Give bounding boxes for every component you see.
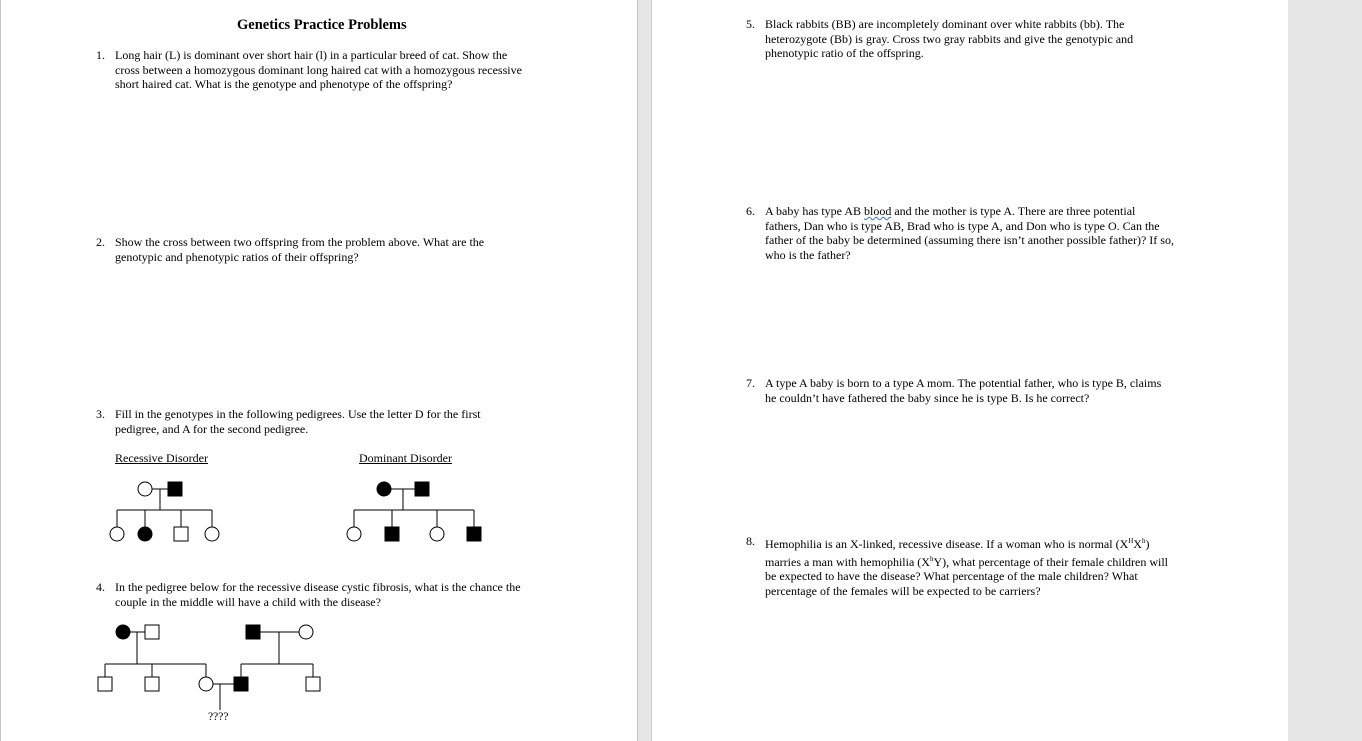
question-text-line: percentage of the females will be expected to be carriers?	[765, 583, 1041, 598]
question-text-line	[765, 552, 1168, 570]
text-run: and the mother is type A. There are three potential	[891, 204, 1136, 218]
text-run: A baby has type AB	[765, 204, 864, 218]
spellcheck-flagged-word[interactable]: blood	[864, 204, 892, 218]
page-title: Genetics Practice Problems	[237, 17, 407, 33]
grandparent-male-unaffected	[145, 625, 159, 639]
question-number: 5.	[746, 17, 755, 31]
question-text-line: Black rabbits (BB) are incompletely dominant over white rabbits (bb). The	[765, 17, 1125, 31]
question-text-line: pedigree, and A for the second pedigree.	[115, 421, 309, 436]
question-text-line: phenotypic ratio of the offspring.	[765, 46, 924, 61]
middle-couple-male-affected	[234, 677, 248, 691]
question-text-line: A type A baby is born to a type A mom. The potential father, who is type B, claims	[765, 376, 1162, 390]
child-female-unaffected	[347, 527, 361, 541]
child-male-unaffected	[98, 677, 112, 691]
question-text-line: In the pedigree below for the recessive disease cystic fibrosis, what is the chance the	[115, 580, 521, 594]
question-text-line: father of the baby be determined (assuming there isn’t another possible father)? If so,	[765, 233, 1174, 248]
child-male-affected	[385, 527, 399, 541]
question-number: 3.	[96, 407, 105, 421]
grandparent-female-affected	[116, 625, 130, 639]
child-male-unaffected	[174, 527, 188, 541]
dominant-disorder-header: Dominant Disorder	[359, 451, 452, 465]
child-female-unaffected	[110, 527, 124, 541]
question-text-line: who is the father?	[765, 247, 851, 262]
question-number: 1.	[96, 48, 105, 62]
question-5	[746, 17, 1134, 61]
text-run: marries a man with hemophilia (X	[765, 554, 930, 569]
grandparent-male-affected	[246, 625, 260, 639]
question-7	[746, 376, 1162, 405]
text-run: X	[1133, 537, 1142, 551]
text-run: Hemophilia is an X-linked, recessive disease. If a woman who is normal (X	[765, 537, 1129, 551]
child-male-affected	[467, 527, 481, 541]
child-female-affected	[138, 527, 152, 541]
question-text-line: short haired cat. What is the genotype and phenotype of the offspring?	[115, 77, 453, 92]
workspace-background	[1288, 0, 1362, 741]
text-run: Y), what percentage of their female children will	[933, 554, 1169, 569]
recessive-disorder-header: Recessive Disorder	[115, 451, 208, 465]
question-4	[96, 580, 521, 609]
child-male-unaffected	[306, 677, 320, 691]
parent-female-unaffected	[138, 482, 152, 496]
question-number: 6.	[746, 204, 755, 218]
question-text-line: Long hair (L) is dominant over short hair (l) in a particular breed of cat. Show the	[115, 48, 508, 62]
question-text-line: be expected to have the disease? What percentage of the male children? What	[765, 569, 1138, 584]
middle-couple-female-unaffected	[199, 677, 213, 691]
question-text-line: cross between a homozygous dominant long haired cat with a homozygous recessive	[115, 62, 522, 77]
question-text-line: couple in the middle will have a child with the disease?	[115, 594, 381, 609]
question-text-line: he couldn’t have fathered the baby since he is type B. Is he correct?	[765, 390, 1090, 405]
parent-male-affected	[415, 482, 429, 496]
cystic-fibrosis-pedigree	[98, 625, 320, 710]
child-female-unaffected	[430, 527, 444, 541]
question-number: 8.	[746, 534, 755, 548]
grandparent-female-unaffected	[299, 625, 313, 639]
superscript: H	[1128, 537, 1134, 545]
question-text-line: Fill in the genotypes in the following pedigrees. Use the letter D for the first	[115, 407, 481, 421]
question-text-line	[765, 204, 1174, 219]
text-run: )	[1145, 537, 1150, 551]
superscript: h	[929, 554, 934, 563]
question-text-line: fathers, Dan who is type AB, Brad who is type A, and Don who is type O. Can the	[765, 218, 1160, 233]
question-text-line: Show the cross between two offspring from the problem above. What are the	[115, 235, 485, 249]
recessive-pedigree	[110, 482, 219, 541]
unknown-child-label: ????	[208, 711, 229, 723]
child-male-unaffected	[145, 677, 159, 691]
dominant-pedigree	[347, 482, 481, 541]
child-female-unaffected	[205, 527, 219, 541]
document-page-right	[651, 0, 1289, 741]
question-number: 2.	[96, 235, 105, 249]
question-text-line	[765, 534, 1168, 552]
parent-female-affected	[377, 482, 391, 496]
question-number: 4.	[96, 580, 105, 594]
question-text-line: heterozygote (Bb) is gray. Cross two gray rabbits and give the genotypic and	[765, 31, 1134, 46]
question-8	[746, 534, 1169, 598]
document-page-left	[0, 0, 638, 741]
superscript: h	[1141, 537, 1146, 545]
question-number: 7.	[746, 376, 755, 390]
pedigree-diagrams	[1, 0, 637, 741]
question-text-line: genotypic and phenotypic ratios of their offspring?	[115, 249, 359, 264]
parent-male-affected	[168, 482, 182, 496]
question-6	[746, 204, 1174, 262]
